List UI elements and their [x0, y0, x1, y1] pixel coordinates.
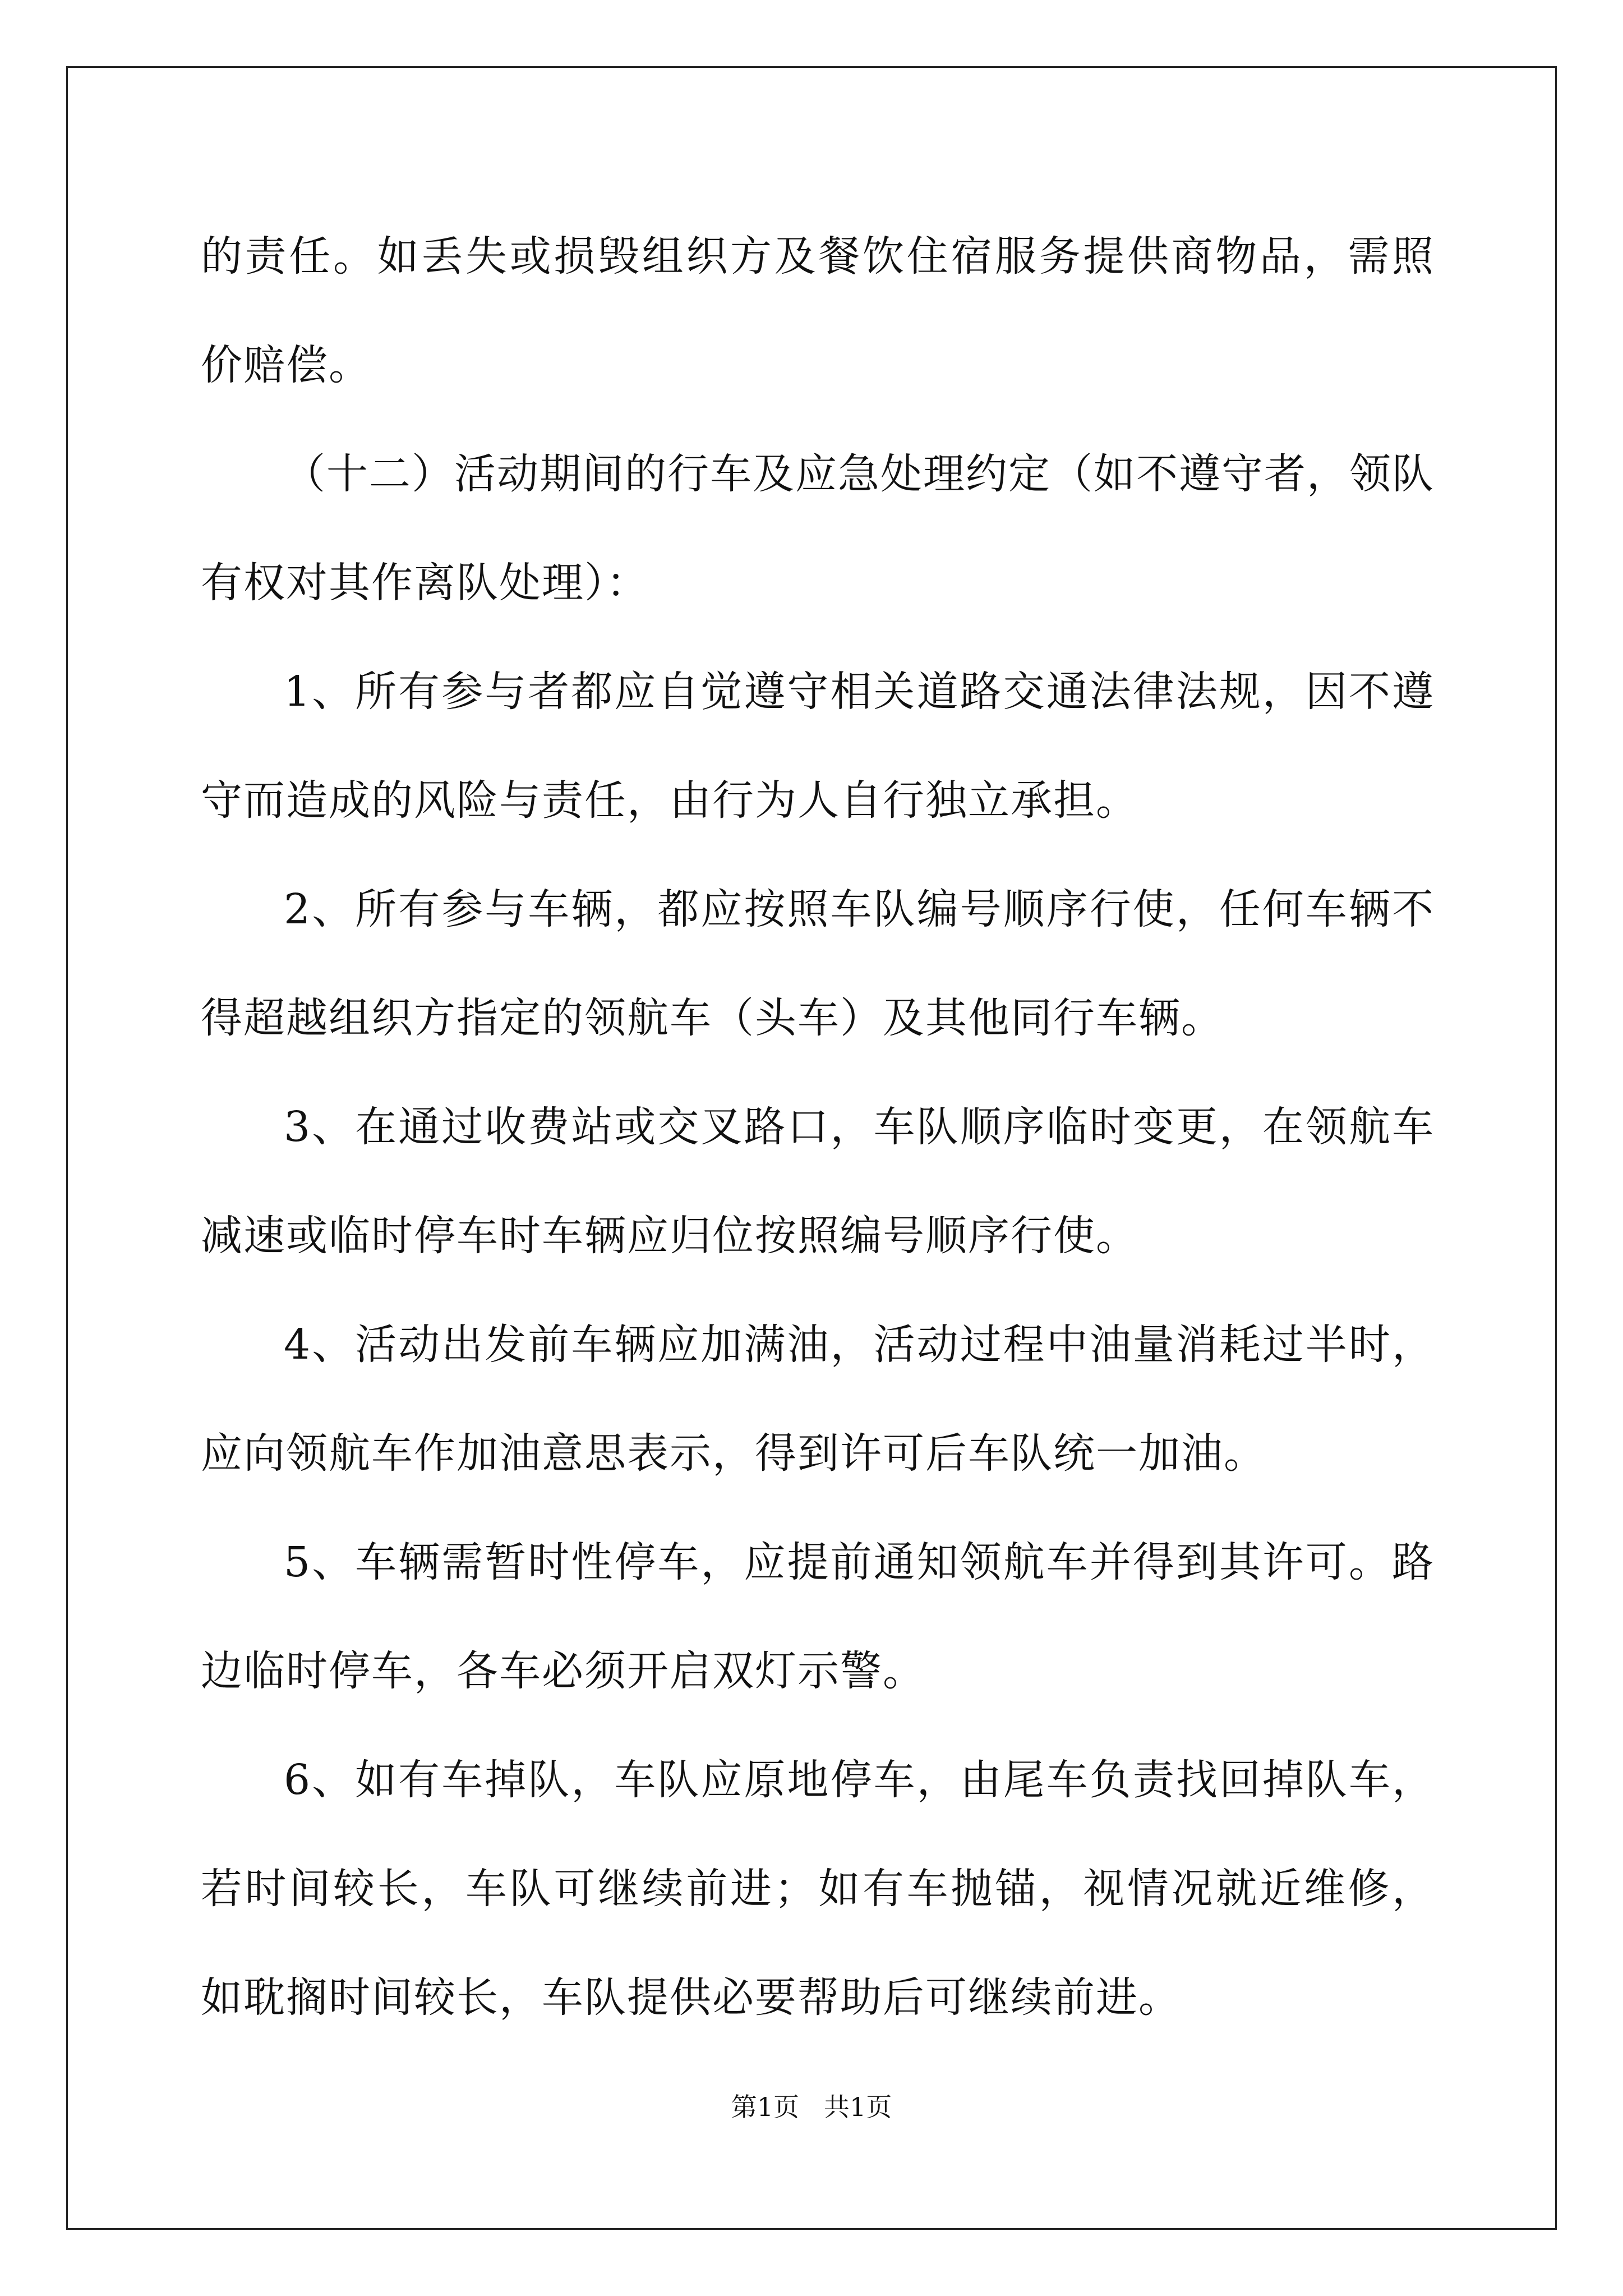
- page-total: 共1页: [823, 2092, 892, 2122]
- paragraph-section-heading: （十二）活动期间的行车及应急处理约定（如不遵守者，领队有权对其作离队处理）：: [201, 450, 1435, 607]
- paragraph-item-2: 2、所有参与车辆，都应按照车队编号顺序行使，任何车辆不得超越组织方指定的领航车（头车）及其他同行车辆。: [201, 885, 1435, 1042]
- page-footer: [0, 2087, 1623, 2124]
- document-body: [201, 202, 1435, 2052]
- paragraph-item-3: 3、在通过收费站或交叉路口，车队顺序临时变更，在领航车减速或临时停车时车辆应归位按照编号顺序行使。: [201, 1103, 1435, 1260]
- paragraph-continuation: 的责任。如丢失或损毁组织方及餐饮住宿服务提供商物品，需照价赔偿。: [201, 232, 1435, 389]
- paragraph-item-6: 6、如有车掉队，车队应原地停车，由尾车负责找回掉队车，若时间较长，车队可继续前进；如有车抛锚，视情况就近维修，如耽搁时间较长，车队提供必要帮助后可继续前进。: [201, 1756, 1435, 2022]
- paragraph-item-1: 1、所有参与者都应自觉遵守相关道路交通法律法规，因不遵守而造成的风险与责任，由行为人自行独立承担。: [201, 668, 1435, 825]
- footer-spacer: [799, 2092, 824, 2122]
- page-number: 第1页: [731, 2092, 800, 2122]
- paragraph-item-5: 5、车辆需暂时性停车，应提前通知领航车并得到其许可。路边临时停车，各车必须开启双灯示警。: [201, 1538, 1435, 1695]
- paragraph-item-4: 4、活动出发前车辆应加满油，活动过程中油量消耗过半时，应向领航车作加油意思表示，得到许可后车队统一加油。: [201, 1320, 1435, 1478]
